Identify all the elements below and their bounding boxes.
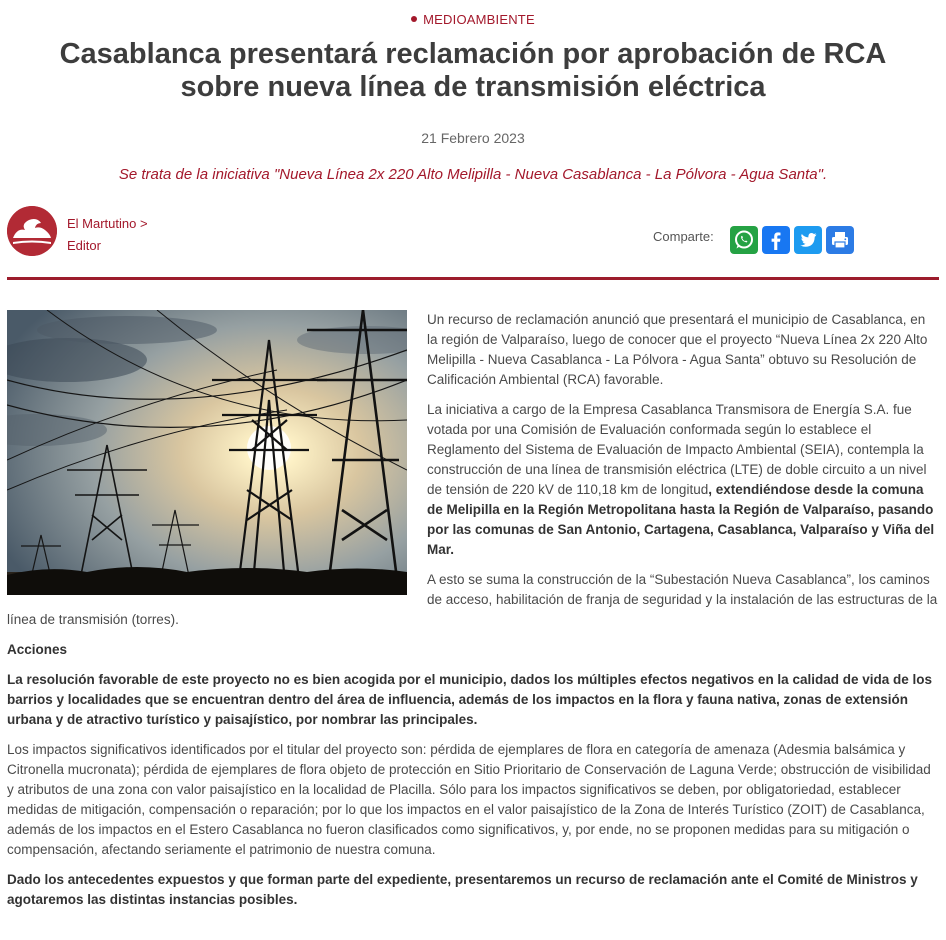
- paragraph-1: Un recurso de reclamación anunció que presentará el municipio de Casablanca, en la región de Valparaíso, luego de conocer que el proyecto “Nueva Línea 2x 220 Alto Melipilla - Nueva Casablanca - La Pólvora - Agua Santa” obtuvo su Resolución de Calificación Ambiental (RCA) favorable.: [427, 312, 928, 387]
- facebook-icon: [765, 229, 787, 251]
- paragraph-4: [7, 670, 939, 730]
- paragraph-2-emphasis: , extendiéndose desde la comuna de Melipilla en la Región Metropolitana hasta la Región de Valparaíso, pasando por las comunas de San Antonio, Cartagena, Casablanca, Valparaíso y Viña del Mar.: [427, 482, 935, 557]
- power-towers-photo: [7, 310, 407, 595]
- section-heading-acciones: [7, 640, 939, 660]
- wave-logo-icon: [7, 206, 57, 256]
- share-label: Comparte:: [653, 229, 714, 244]
- paragraph-5: Los impactos significativos identificados por el titular del proyecto son: pérdida de ejemplares de flora en categoría de amenaza (Adesmia balsámica y Citronella mucronata); pérdida de ejemplares de flora objeto de protección en Sitio Prioritario de Conservación de Laguna Verde; obstrucción de visibilidad y atributos de una zona con valor paisajístico en la localidad de Placilla. Sólo para los impactos significativos se deben, por obligatoriedad, establecer medidas de mitigación, compensación o reparación; por lo que los impactos en el valor paisajístico de la Zona de Interés Turístico (ZOIT) de Casablanca, además de los impactos en el Estero Casablanca no fueron clasificados como significativos, y, por ende, no se proponen medidas para su mitigación o compensación, afectando seriamente el patrimonio de nuestra comuna.: [7, 742, 931, 857]
- header-divider: [7, 277, 939, 280]
- avatar[interactable]: [7, 206, 57, 256]
- paragraph-4-text: La resolución favorable de este proyecto no es bien acogida por el municipio, dados los múltiples efectos negativos en la calidad de vida de los barrios y localidades que se encuentran dentro del área de influencia, además de los impactos en la flora y fauna nativa, zonas de extensión urbana y de atractivo turístico y paisajístico, por nombrar las principales.: [7, 672, 932, 727]
- paragraph-6-text: Dado los antecedentes expuestos y que forman parte del expediente, presentaremos un recurso de reclamación ante el Comité de Ministros y agotaremos las distintas instancias posibles.: [7, 872, 918, 907]
- paragraph-6: [7, 870, 939, 910]
- section-heading-text: Acciones: [7, 642, 68, 657]
- headline: Casablanca presentará reclamación por aprobación de RCA sobre nueva línea de transmisión eléctrica: [59, 38, 887, 103]
- share-facebook-button[interactable]: [762, 226, 790, 254]
- category-label[interactable]: MEDIOAMBIENTE: [423, 12, 535, 27]
- lead-text: Se trata de la iniciativa "Nueva Línea 2x 220 Alto Melipilla - Nueva Casablanca - La Pólvora - Agua Santa".: [118, 166, 828, 183]
- author-name-link[interactable]: El Martutino >: [67, 216, 148, 231]
- article-body: [7, 310, 939, 920]
- publish-date: 21 Febrero 2023: [421, 130, 525, 146]
- share-twitter-button[interactable]: [794, 226, 822, 254]
- author-role: Editor: [67, 238, 101, 253]
- twitter-icon: [797, 229, 819, 251]
- share-buttons: [730, 226, 854, 254]
- whatsapp-icon: [733, 229, 755, 251]
- category-dot-icon: [411, 16, 417, 22]
- print-icon: [829, 229, 851, 251]
- category-tag[interactable]: [0, 12, 946, 27]
- share-whatsapp-button[interactable]: [730, 226, 758, 254]
- print-button[interactable]: [826, 226, 854, 254]
- paragraph-2-text: La iniciativa a cargo de la Empresa Casablanca Transmisora de Energía S.A. fue votada por una Comisión de Evaluación conformada según lo establece el Reglamento del Sistema de Evaluación de Impacto Ambiental (SEIA), contempla la construcción de una línea de transmisión eléctrica (LTE) de doble circuito a un nivel de tensión de 220 kV de 110,18 km de longitud: [427, 402, 927, 497]
- paragraph-3: A esto se suma la construcción de la “Subestación Nueva Casablanca”, los caminos de acceso, habilitación de franja de seguridad y la instalación de las estructuras de la línea de transmisión (torres).: [7, 572, 938, 627]
